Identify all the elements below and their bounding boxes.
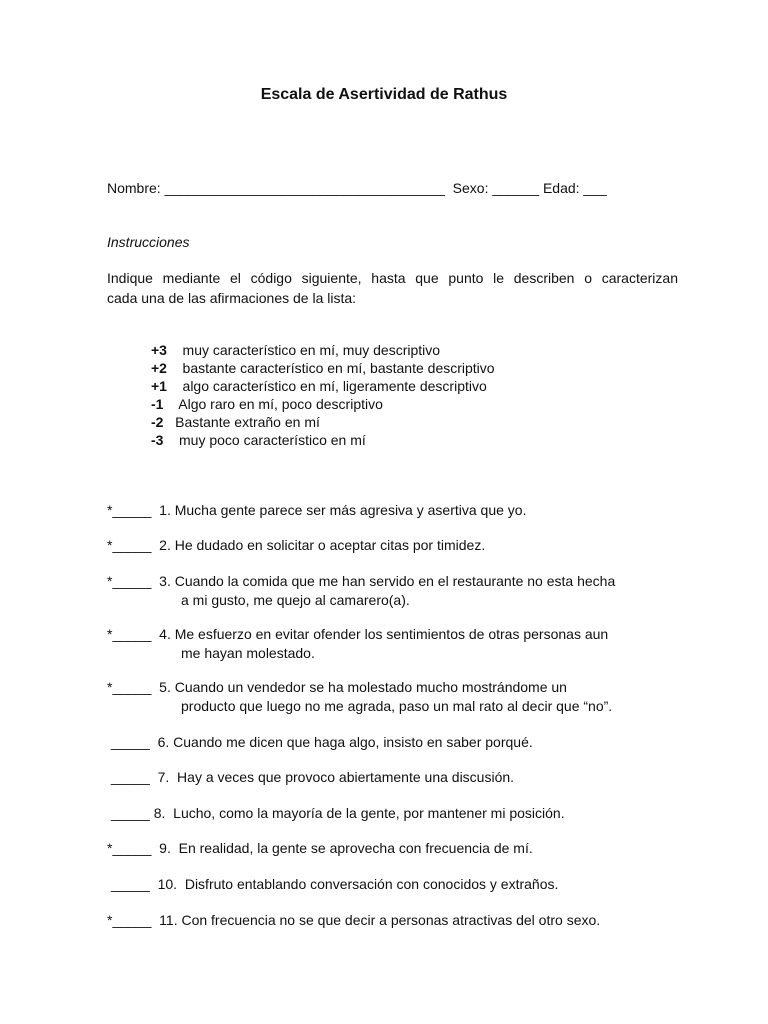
code-description: muy poco característico en mí <box>179 432 366 448</box>
instructions-line-2: cada una de las afirmaciones de la lista: <box>107 290 357 306</box>
instructions-line-1: Indique mediante el código siguiente, hasta que punto le describen o caracterizan <box>107 270 678 286</box>
list-item <box>107 768 514 787</box>
code-row <box>151 395 495 413</box>
code-value: -2 <box>151 414 164 430</box>
item-line: *_____ 3. Cuando la comida que me han servido en el restaurante no esta hecha <box>107 573 616 589</box>
code-value: +2 <box>151 360 167 376</box>
instructions-heading: Instrucciones <box>107 234 190 250</box>
code-row <box>151 413 495 431</box>
item-line: *_____ 5. Cuando un vendedor se ha molestado mucho mostrándome un <box>107 679 567 695</box>
list-item <box>107 733 533 752</box>
list-item <box>107 875 558 894</box>
code-description: Algo raro en mí, poco descriptivo <box>178 396 383 412</box>
item-line: *_____ 1. Mucha gente parece ser más agresiva y asertiva que yo. <box>107 502 527 518</box>
code-row <box>151 341 495 359</box>
code-description: algo característico en mí, ligeramente descriptivo <box>182 378 487 394</box>
code-description: bastante característico en mí, bastante descriptivo <box>182 360 495 376</box>
code-row <box>151 431 495 449</box>
item-continuation: a mi gusto, me quejo al camarero(a). <box>181 592 410 608</box>
item-line: *_____ 4. Me esfuerzo en evitar ofender los sentimientos de otras personas aun <box>107 626 609 642</box>
code-description: Bastante extraño en mí <box>175 414 320 430</box>
list-item <box>107 501 526 520</box>
code-row <box>151 377 495 395</box>
item-line: _____ 10. Disfruto entablando conversación con conocidos y extraños. <box>107 876 559 892</box>
item-line: _____ 7. Hay a veces que provoco abiertamente una discusión. <box>107 769 515 785</box>
code-value: -1 <box>151 396 164 412</box>
list-item <box>107 625 608 663</box>
item-continuation: producto que luego no me agrada, paso un mal rato al decir que “no”. <box>181 698 613 714</box>
page-title: Escala de Asertividad de Rathus <box>260 86 508 103</box>
item-line: *_____ 2. He dudado en solicitar o aceptar citas por timidez. <box>107 537 486 553</box>
item-line: _____ 8. Lucho, como la mayoría de la gente, por mantener mi posición. <box>107 805 565 821</box>
code-description: muy característico en mí, muy descriptivo <box>182 342 441 358</box>
item-line: *_____ 11. Con frecuencia no se que decir a personas atractivas del otro sexo. <box>107 912 601 928</box>
code-value: -3 <box>151 432 164 448</box>
list-item <box>107 678 612 716</box>
list-item <box>107 911 600 930</box>
list-item <box>107 536 485 555</box>
list-item <box>107 839 533 858</box>
code-value: +3 <box>151 342 167 358</box>
item-continuation: me hayan molestado. <box>181 645 315 661</box>
item-line: _____ 6. Cuando me dicen que haga algo, insisto en saber porqué. <box>107 734 533 750</box>
instructions-text <box>107 268 678 308</box>
code-row <box>151 359 495 377</box>
response-code-list <box>151 341 495 449</box>
list-item <box>107 572 615 610</box>
list-item <box>107 804 565 823</box>
respondent-info-line: Nombre: ____________________________________ Sexo: ______ Edad: ___ <box>107 180 607 196</box>
code-value: +1 <box>151 378 167 394</box>
item-line: *_____ 9. En realidad, la gente se aprovecha con frecuencia de mí. <box>107 840 533 856</box>
